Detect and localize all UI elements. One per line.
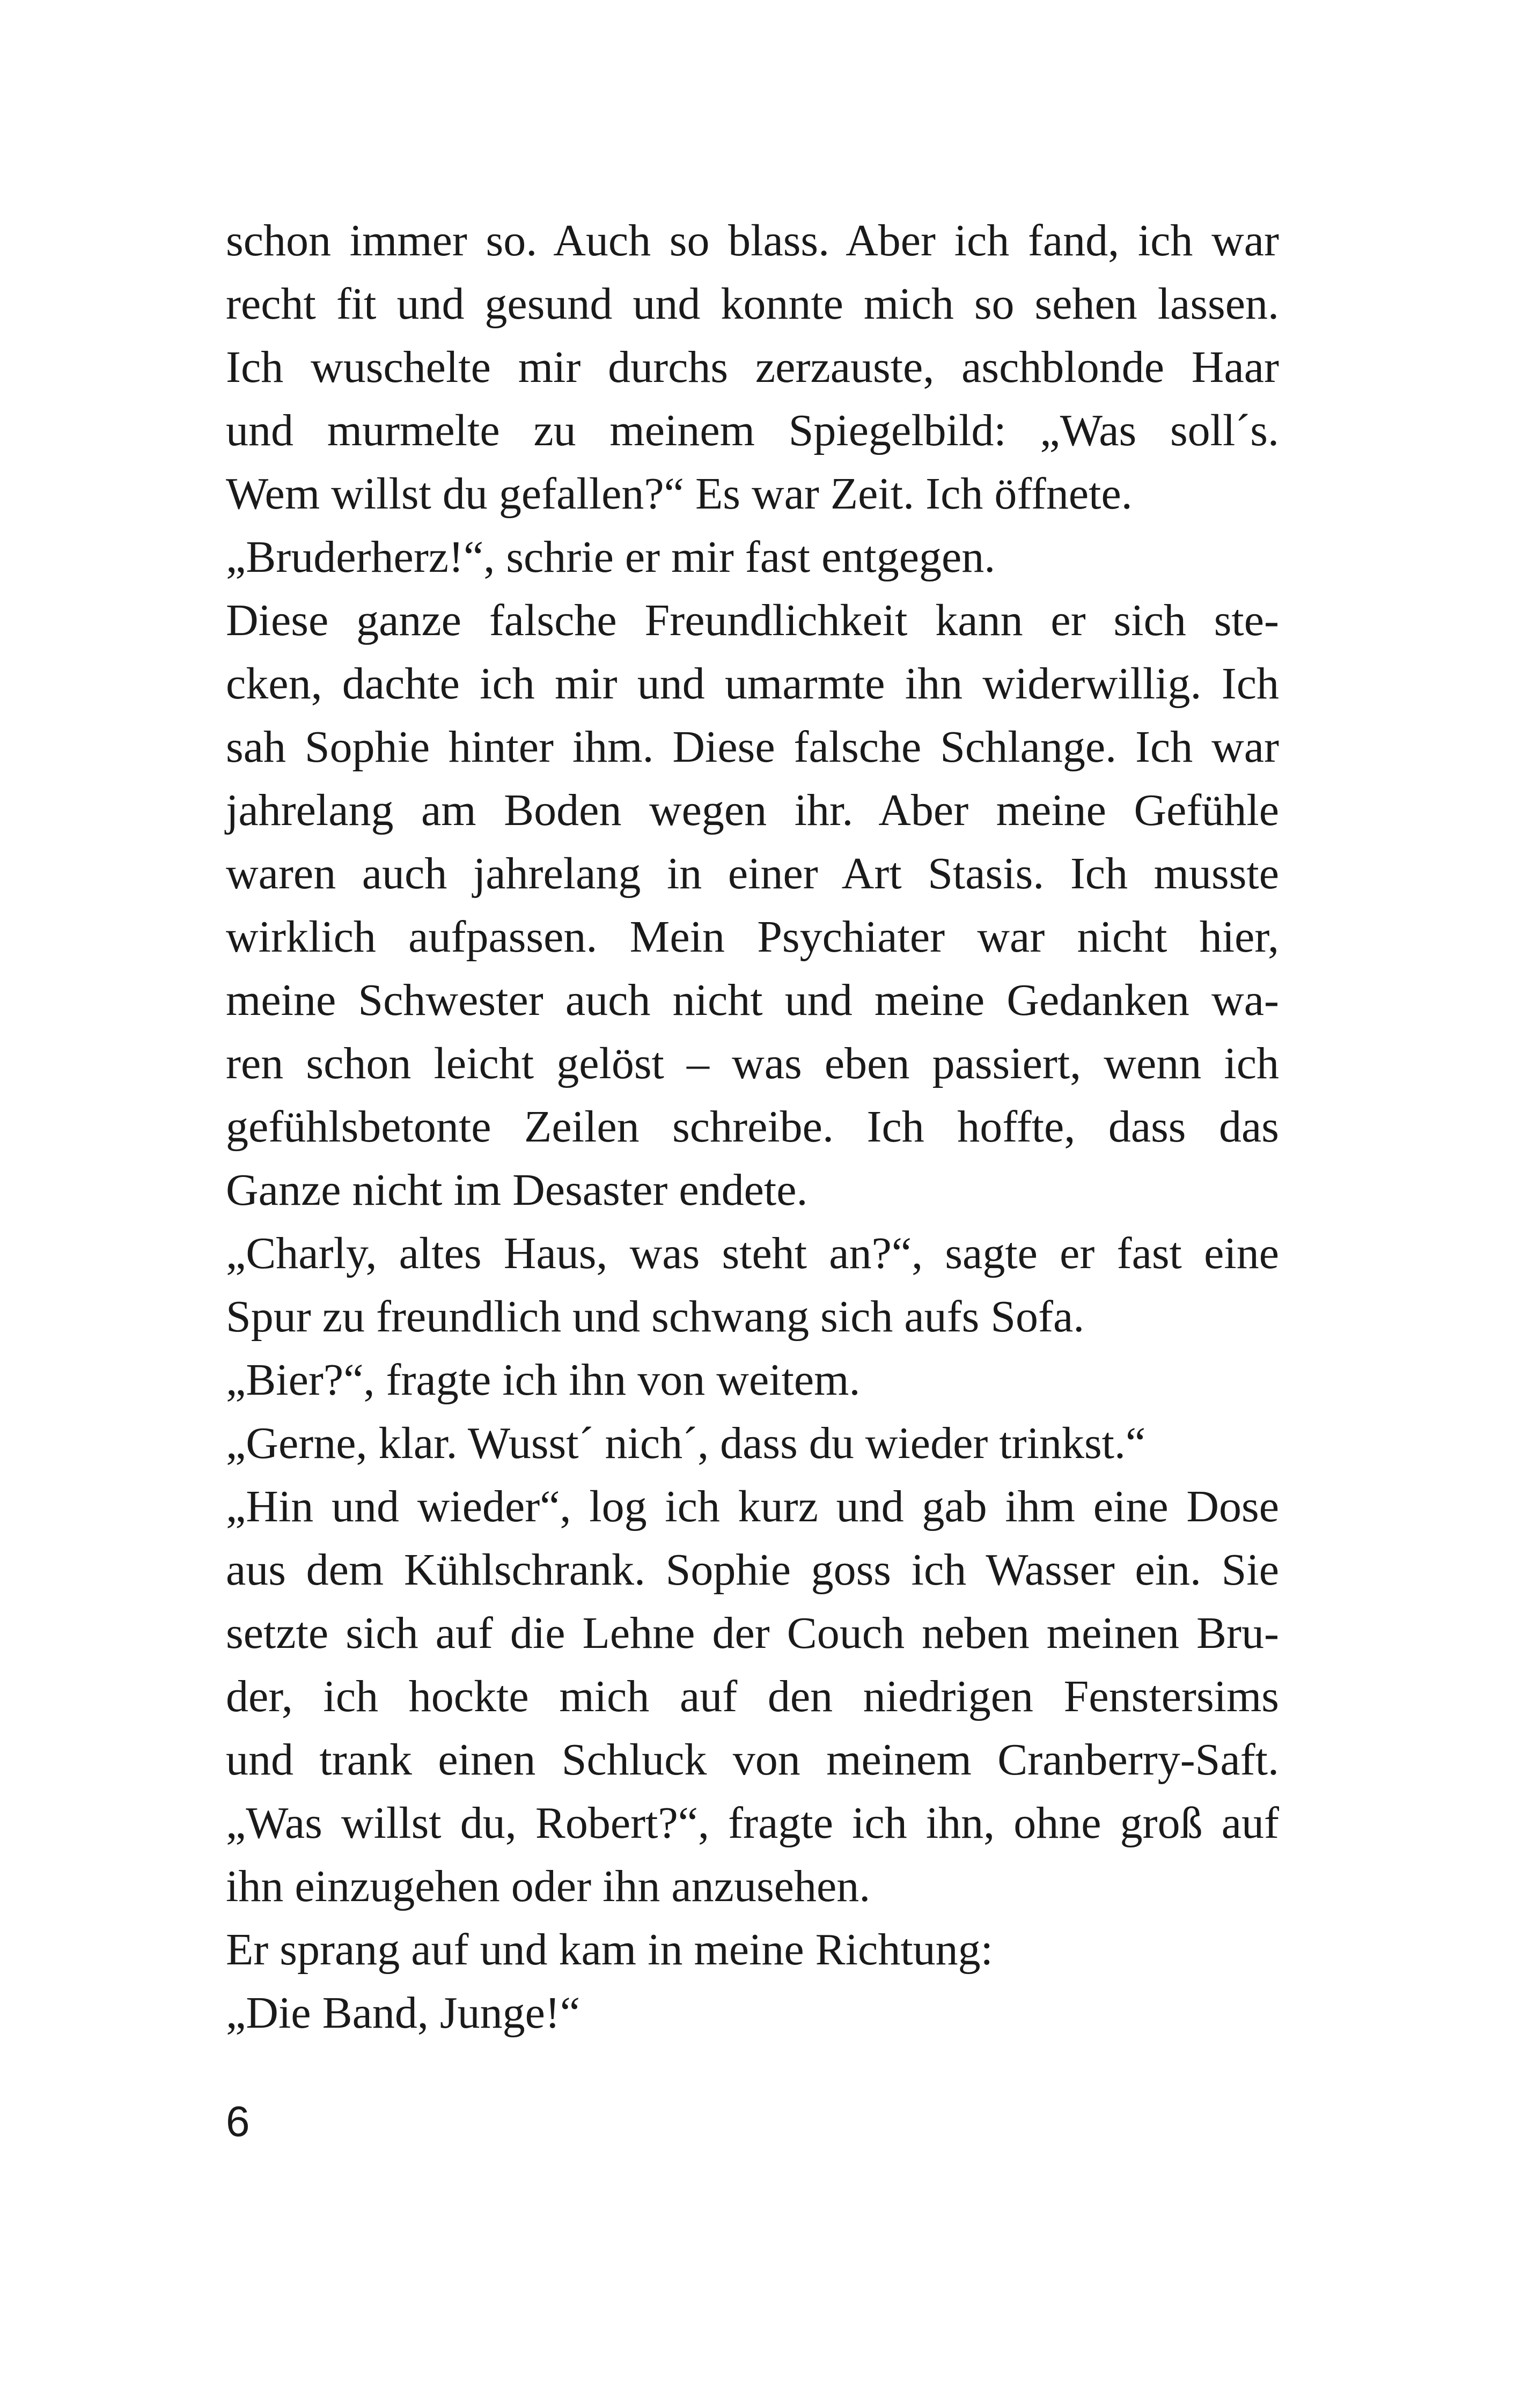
text-line: „Gerne, klar. Wusst´ nich´, dass du wieder trinkst.“ bbox=[226, 1418, 1146, 1468]
text-line: Wem willst du gefallen?“ Es war Zeit. Ich öffnete. bbox=[226, 469, 1133, 519]
body-text bbox=[226, 209, 1279, 2045]
text-line: ren schon leicht gelöst – was eben passiert, wenn ich bbox=[226, 1039, 1279, 1088]
text-line: Ganze nicht im Desaster endete. bbox=[226, 1165, 808, 1215]
text-line: ihn einzugehen oder ihn anzusehen. bbox=[226, 1861, 871, 1911]
text-line: Spur zu freundlich und schwang sich aufs Sofa. bbox=[226, 1292, 1085, 1342]
text-line: „Bier?“, fragte ich ihn von weitem. bbox=[226, 1355, 861, 1405]
text-line: und trank einen Schluck von meinem Cranberry-Saft. bbox=[226, 1735, 1279, 1785]
page-number: 6 bbox=[226, 2097, 250, 2145]
text-line: jahrelang am Boden wegen ihr. Aber meine Gefühle bbox=[226, 785, 1279, 835]
text-line: der, ich hockte mich auf den niedrigen Fenstersims bbox=[226, 1671, 1279, 1721]
text-line: sah Sophie hinter ihm. Diese falsche Schlange. Ich war bbox=[226, 722, 1279, 772]
text-line: „Was willst du, Robert?“, fragte ich ihn, ohne groß auf bbox=[226, 1798, 1279, 1848]
text-line: „Hin und wieder“, log ich kurz und gab ihm eine Dose bbox=[226, 1482, 1279, 1531]
text-line: „Die Band, Junge!“ bbox=[226, 1988, 581, 2038]
text-line: waren auch jahrelang in einer Art Stasis. Ich musste bbox=[226, 849, 1279, 899]
text-line: wirklich aufpassen. Mein Psychiater war nicht hier, bbox=[226, 912, 1279, 962]
text-line: „Charly, altes Haus, was steht an?“, sagte er fast eine bbox=[226, 1228, 1279, 1278]
text-line: Diese ganze falsche Freundlichkeit kann er sich ste- bbox=[226, 595, 1279, 645]
text-line: Er sprang auf und kam in meine Richtung: bbox=[226, 1925, 994, 1975]
text-line: schon immer so. Auch so blass. Aber ich fand, ich war bbox=[226, 216, 1279, 266]
text-line: cken, dachte ich mir und umarmte ihn widerwillig. Ich bbox=[226, 659, 1279, 709]
text-line: gefühlsbetonte Zeilen schreibe. Ich hoffte, dass das bbox=[226, 1102, 1279, 1152]
text-line: setzte sich auf die Lehne der Couch neben meinen Bru- bbox=[226, 1608, 1279, 1658]
text-line: „Bruderherz!“, schrie er mir fast entgegen. bbox=[226, 532, 996, 582]
text-line: meine Schwester auch nicht und meine Gedanken wa- bbox=[226, 975, 1279, 1025]
text-line: Ich wuschelte mir durchs zerzauste, aschblonde Haar bbox=[226, 342, 1279, 392]
text-line: und murmelte zu meinem Spiegelbild: „Was soll´s. bbox=[226, 406, 1279, 455]
text-line: aus dem Kühlschrank. Sophie goss ich Wasser ein. Sie bbox=[226, 1545, 1279, 1595]
text-line: recht fit und gesund und konnte mich so sehen lassen. bbox=[226, 279, 1279, 329]
